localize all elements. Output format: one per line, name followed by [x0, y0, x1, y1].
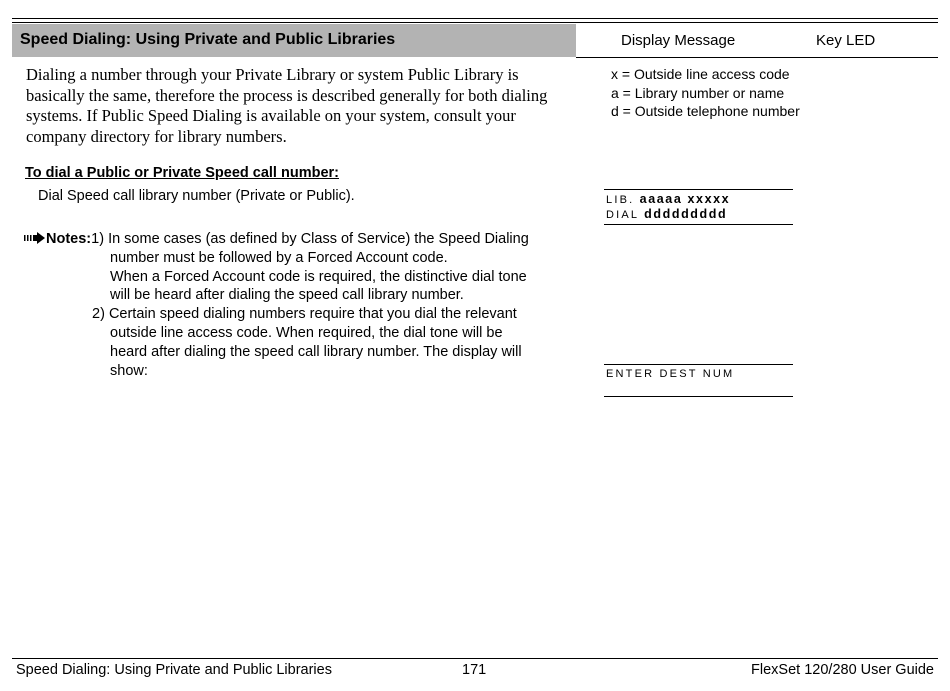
legend [611, 65, 800, 121]
note-1-number: 1) [91, 231, 105, 247]
footer-rule [12, 658, 938, 659]
display-message-library [604, 189, 793, 225]
notes-label: Notes: [46, 231, 92, 247]
column-header-display-message: Display Message [621, 32, 736, 49]
pointer-arrow-icon [24, 231, 46, 243]
display-dial-label: DIAL [606, 209, 639, 221]
page-number: 171 [462, 662, 487, 678]
display-enter-dest-text: ENTER DEST NUM [606, 368, 735, 380]
note-1-line: When a Forced Account code is required, the distinctive dial tone [110, 268, 527, 285]
top-rule [12, 18, 938, 19]
note-2-line: Certain speed dialing numbers require that you dial the relevant [108, 306, 517, 323]
note-2-line: show: [110, 362, 148, 379]
note-2-line: outside line access code. When required, the dial tone will be [110, 324, 503, 341]
footer-section-title: Speed Dialing: Using Private and Public Libraries [16, 662, 332, 678]
display-row-lib [604, 192, 793, 207]
note-1-line: will be heard after dialing the speed call library number. [110, 287, 464, 304]
display-lib-label: LIB. [606, 194, 635, 206]
column-header-key-led: Key LED [816, 32, 876, 49]
legend-item: a = Library number or name [611, 84, 785, 101]
note-1-line: In some cases (as defined by Class of Service) the Speed Dialing [108, 231, 529, 247]
top-rule-second [12, 22, 938, 23]
notes-block [24, 230, 529, 380]
note-2-number: 2) [92, 306, 105, 323]
note-1-line: number must be followed by a Forced Account code. [110, 249, 448, 266]
note-1-first-line [24, 230, 529, 249]
intro-paragraph: Dialing a number through your Private Library or system Public Library is basically the same, therefore the process is described generally for both dialing systems. If Public Speed Dialing is available on your system, consult your company directory for library numbers. [26, 65, 548, 146]
display-message-enter-dest [604, 364, 793, 397]
legend-item: d = Outside telephone number [611, 103, 800, 120]
display-bottom-line [604, 396, 793, 397]
display-row-dial [604, 207, 793, 222]
display-lib-value: aaaaa xxxxx [639, 192, 731, 206]
note-2-first-line [24, 305, 529, 324]
display-dial-value: ddddddddd [644, 207, 728, 221]
display-bottom-line [604, 224, 793, 225]
step-text: Dial Speed call library number (Private or Public). [38, 188, 355, 204]
header-underline [576, 57, 938, 58]
footer-guide-title: FlexSet 120/280 User Guide [751, 662, 934, 678]
display-top-line [604, 364, 793, 365]
legend-item: x = Outside line access code [611, 66, 790, 82]
page-title: Speed Dialing: Using Private and Public Libraries [20, 31, 396, 48]
display-top-line [604, 189, 793, 190]
section-heading: To dial a Public or Private Speed call number: [25, 165, 339, 181]
note-2-line: heard after dialing the speed call library number. The display will [110, 343, 522, 360]
